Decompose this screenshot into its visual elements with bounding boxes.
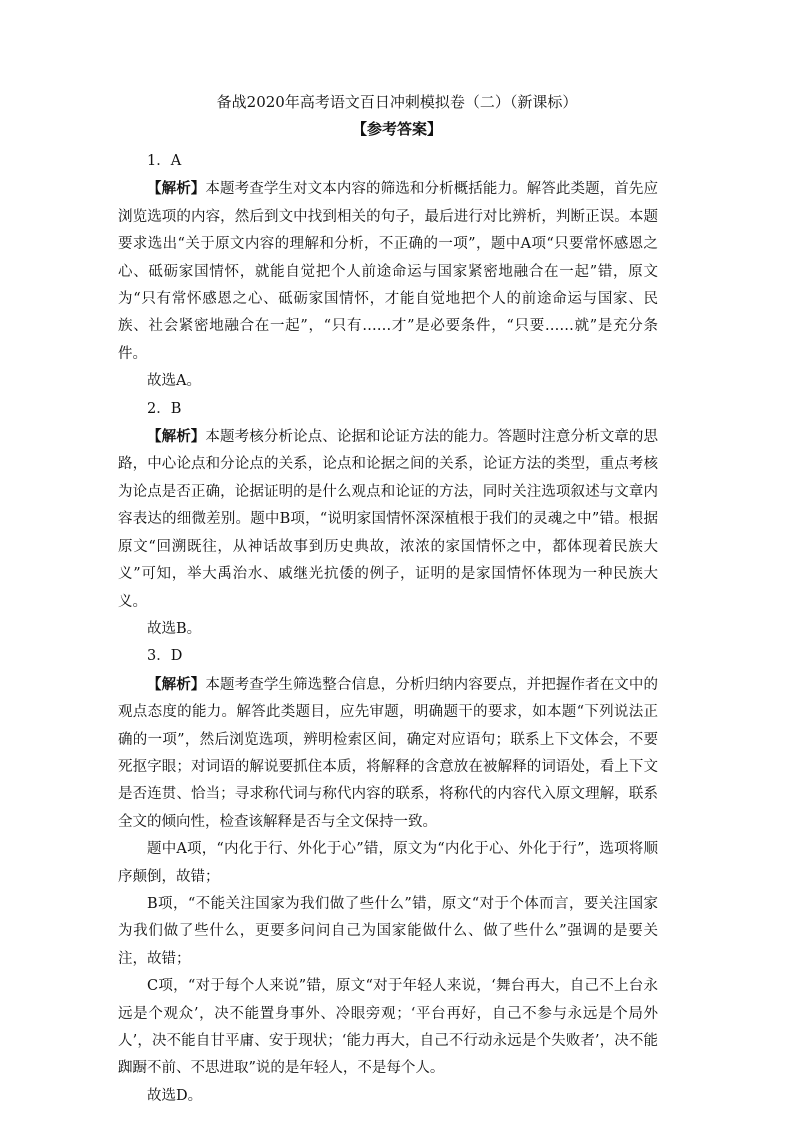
- question-1-analysis: [118, 175, 658, 368]
- page-title: 备战2020年高考语文百日冲刺模拟卷（二）（新课标）: [216, 93, 578, 111]
- question-1-conclusion: 故选A。: [147, 373, 201, 390]
- question-3-item-b: B项，“不能关注国家为我们做了些什么”错，原文“对于个体而言，要关注国家为我们做了些什么，更要多问问自己为国家能做什么、做了些什么”强调的是要关注，故错；: [118, 895, 658, 967]
- analysis-label: 【解析】: [147, 428, 206, 446]
- analysis-text: 本题考查学生筛选整合信息，分析归纳内容要点，并把握作者在文中的观点态度的能力。解答此类题目，应先审题，明确题干的要求，如本题“下列说法正确的一项”，然后浏览选项，辨明检索区间，确定对应语句；联系上下文体会，不要死抠字眼；对词语的解说要抓住本质，将解释的含意放在被解释的词语处，看上下文是否连贯、恰当；寻求称代词与称代内容的联系，将称代的内容代入原文理解，联系全文的倾向性，检查该解释是否与全文保持一致。: [118, 676, 659, 830]
- analysis-text: 本题考查学生对文本内容的筛选和分析概括能力。解答此类题，首先应浏览选项的内容，然后到文中找到相关的句子，最后进行对比辨析，判断正误。本题要求选出“关于原文内容的理解和分析，不正确的一项”，题中A项“只要常怀感恩之心、砥砺家国情怀，就能自觉把个人前途命运与国家紧密地融合在一起”错，原文为“只有常怀感恩之心、砥砺家国情怀，才能自觉地把个人的前途命运与国家、民族、社会紧密地融合在一起”，“只有……才”是必要条件，“只要……就”是充分条件。: [118, 181, 659, 362]
- question-1-number: 1．A: [147, 153, 182, 169]
- question-2-number: 2．B: [147, 400, 182, 417]
- question-3-item-c: C项，“对于每个人来说”错，原文“对于年轻人来说，‘舞台再大，自己不上台永远是个观众’，决不能置身事外、冷眼旁观；‘平台再好，自己不参与永远是个局外人’，决不能自甘平庸、安于现状；‘能力再大，自己不行动永远是个失败者’，决不能踟蹰不前、不思进取”说的是年轻人，不是每个人。: [118, 978, 658, 1077]
- question-3-analysis: [118, 671, 658, 836]
- answer-key-heading: 【参考答案】: [351, 120, 442, 138]
- analysis-label: 【解析】: [147, 675, 206, 693]
- question-2-analysis: [118, 423, 658, 616]
- question-3-conclusion: 故选D。: [147, 1087, 203, 1104]
- question-3-item-a: 题中A项，“内化于行、外化于心”错，原文为“内化于心、外化于行”，选项将顺序颠倒，故错；: [118, 841, 658, 885]
- analysis-text: 本题考核分析论点、论据和论证方法的能力。答题时注意分析文章的思路，中心论点和分论点的关系，论点和论据之间的关系，论证方法的类型，重点考核为论点是否正确，论据证明的是什么观点和论证的方法，同时关注选项叙述与文章内容表达的细微差别。题中B项，“说明家国情怀深深植根于我们的灵魂之中”错。根据原文“回溯既往，从神话故事到历史典故，浓浓的家国情怀之中，都体现着民族大义”可知，举大禹治水、戚继光抗倭的例子，证明的是家国情怀体现为一种民族大义。: [118, 429, 659, 610]
- question-2-conclusion: 故选B。: [147, 620, 202, 637]
- question-3-number: 3．D: [147, 648, 183, 665]
- answer-body: [118, 148, 658, 1110]
- analysis-label: 【解析】: [147, 180, 206, 198]
